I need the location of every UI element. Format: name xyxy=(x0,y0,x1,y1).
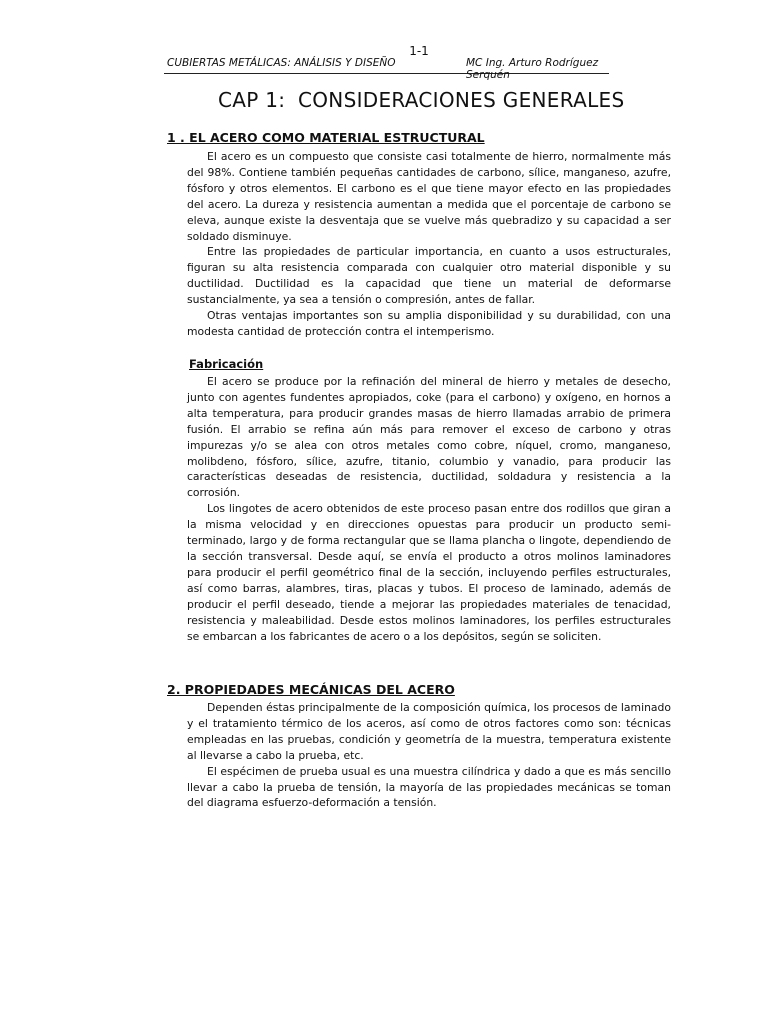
paragraph: Los lingotes de acero obtenidos de este proceso pasan entre dos rodillos que giran a la misma velocidad y en direcciones opuestas para producir un producto semi-terminado, largo y de forma rectangular que se llama plancha o lingote, dependiendo de la sección transversal. Desde aquí, se envía el producto a otros molinos laminadores para producir el perfil geométrico final de la sección, incluyendo perfiles estructurales, así como barras, alambres, tiras, placas y tubos. El proceso de laminado, además de producir el perfil deseado, tiende a mejorar las propiedades materiales de tenacidad, resistencia y maleabilidad. Desde estos molinos laminadores, los perfiles estructurales se embarcan a los fabricantes de acero o a los depósitos, según se soliciten. xyxy=(187,502,671,643)
section-acero-material xyxy=(167,130,671,340)
chapter-number: CAP 1: xyxy=(218,88,286,112)
paragraph: El acero es un compuesto que consiste casi totalmente de hierro, normalmente más del 98%. Contiene también pequeñas cantidades de carbono, sílice, manganeso, azufre, fósforo y otros elementos. El carbono es el que tiene mayor efecto en las propiedades del acero. La dureza y resistencia aumentan a medida que el porcentaje de carbono se eleva, aunque existe la desventaja que se vuelve más quebradizo y su capacidad a ser soldado disminuye. xyxy=(187,150,671,243)
section-propiedades-mecanicas xyxy=(167,682,671,811)
chapter-title xyxy=(218,88,638,112)
header-author: MC Ing. Arturo Rodríguez Serquén xyxy=(466,57,599,81)
section-heading: 1 . EL ACERO COMO MATERIAL ESTRUCTURAL xyxy=(167,130,485,145)
paragraph: El acero se produce por la refinación del mineral de hierro y metales de desecho, junto con agentes fundentes apropiados, coke (para el carbono) y oxígeno, en hornos a alta temperatura, para producir grandes masas de hierro llamadas arrabio de primera fusión. El arrabio se refina aún más para remover el exceso de carbono y otras impurezas y/o se alea con otros metales como cobre, níquel, cromo, manganeso, molibdeno, fósforo, sílice, azufre, titanio, columbio y vanadio, para producir las características deseadas de resistencia, ductilidad, soldadura y resistencia a la corrosión. xyxy=(187,375,671,500)
section-heading: 2. PROPIEDADES MECÁNICAS DEL ACERO xyxy=(167,682,455,697)
paragraph: Entre las propiedades de particular importancia, en cuanto a usos estructurales, figuran su alta resistencia comparada con cualquier otro material disponible y su ductilidad. Ductilidad es la capacidad que tiene un material de deformarse sustancialmente, ya sea a tensión o compresión, antes de fallar. xyxy=(187,245,671,307)
chapter-name: CONSIDERACIONES GENERALES xyxy=(298,88,625,112)
paragraph: Dependen éstas principalmente de la composición química, los procesos de laminado y el tratamiento térmico de los aceros, así como de otros factores como son: técnicas empleadas en las pruebas, condición y geometría de la muestra, temperatura existente al llevarse a cabo la prueba, etc. xyxy=(187,701,671,762)
subsection-heading: Fabricación xyxy=(189,357,264,371)
subsection-fabricacion xyxy=(167,357,671,644)
paragraph: Otras ventajas importantes son su amplia disponibilidad y su durabilidad, con una modesta cantidad de protección contra el intemperismo. xyxy=(187,309,671,338)
header-book-title: CUBIERTAS METÁLICAS: ANÁLISIS Y DISEÑO xyxy=(167,57,396,69)
running-header xyxy=(164,57,609,81)
page-number: 1-1 xyxy=(409,44,429,58)
paragraph: El espécimen de prueba usual es una muestra cilíndrica y dado a que es más sencillo llevar a cabo la prueba de tensión, la mayoría de las propiedades mecánicas se toman del diagrama esfuerzo-deformación a tensión. xyxy=(187,764,671,810)
